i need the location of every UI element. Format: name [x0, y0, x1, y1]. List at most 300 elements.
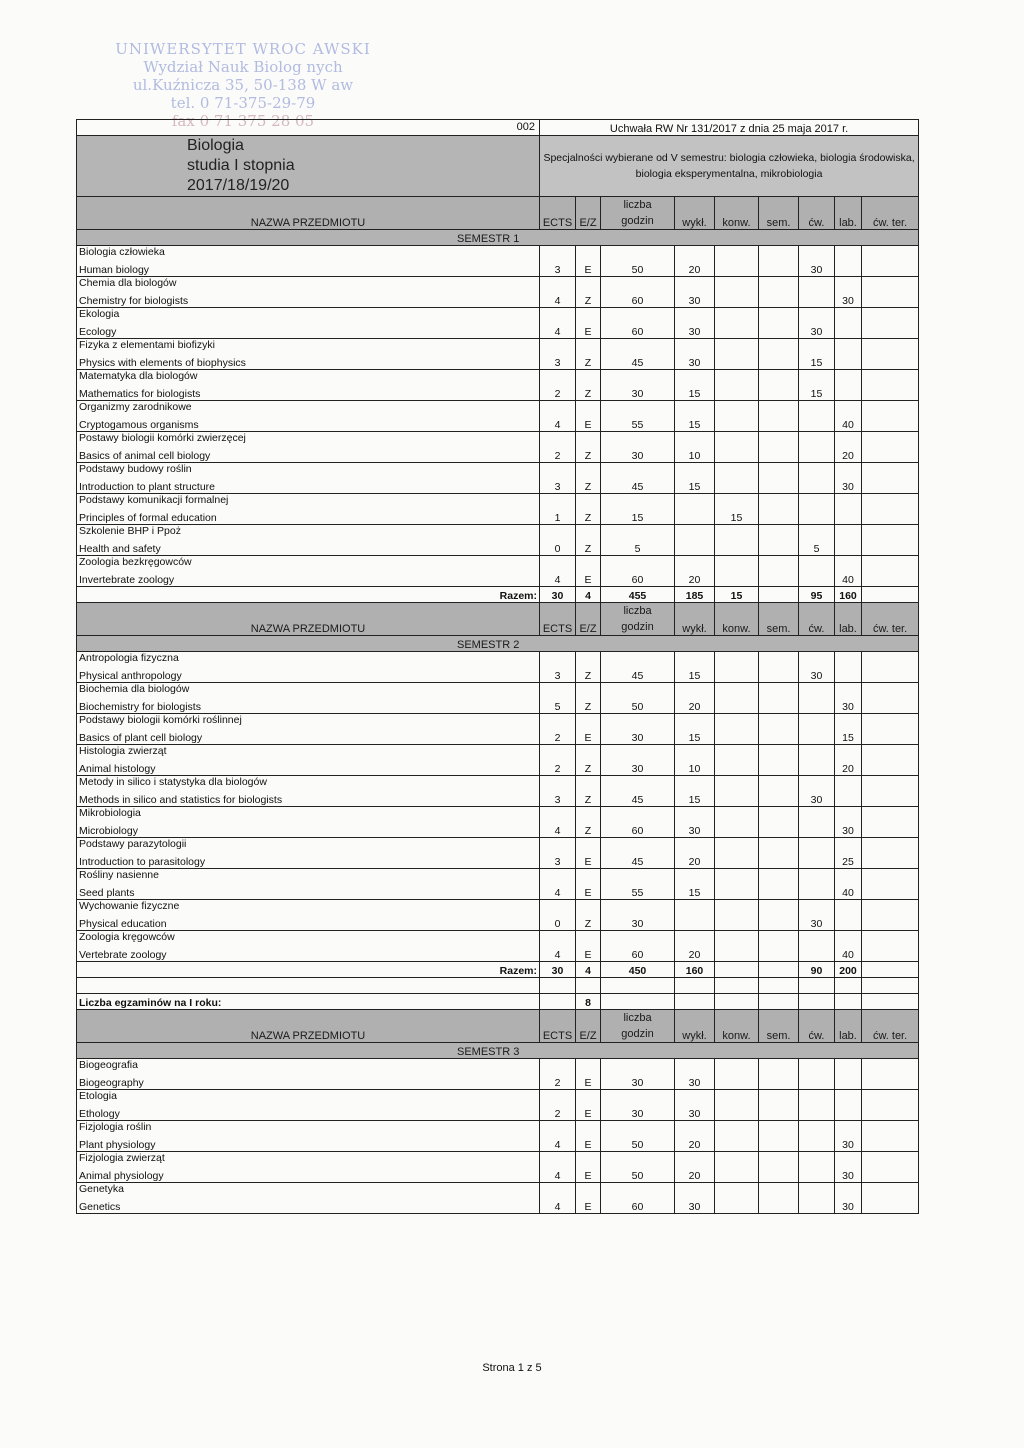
subject-konw	[715, 1090, 759, 1121]
subject-konw	[715, 1059, 759, 1090]
subject-cwter	[862, 1152, 919, 1183]
subject-cwter	[862, 714, 919, 745]
subject-konw	[715, 900, 759, 931]
total-sem	[759, 962, 799, 978]
subject-sem	[759, 683, 799, 714]
subject-name-en: Animal histology	[77, 760, 540, 776]
semester-label: SEMESTR 2	[77, 636, 919, 652]
subject-name-en: Human biology	[77, 261, 540, 277]
program-title-title3: 2017/18/19/20	[187, 177, 290, 194]
blank-cell	[601, 994, 675, 1010]
subject-sem	[759, 931, 799, 962]
column-wykl-header: wykł.	[675, 603, 715, 636]
subject-name-pl: Mikrobiologia	[77, 807, 540, 823]
subject-row	[77, 1121, 919, 1137]
subject-name-pl: Zoologia kręgowców	[77, 931, 540, 947]
subject-hours: 60	[601, 308, 675, 339]
subject-lab: 30	[835, 1183, 862, 1214]
subject-wykl: 30	[675, 807, 715, 838]
subject-konw	[715, 246, 759, 277]
subject-lab	[835, 494, 862, 525]
total-wykl: 160	[675, 962, 715, 978]
subject-konw	[715, 931, 759, 962]
subject-hours: 60	[601, 556, 675, 587]
subject-hours: 55	[601, 869, 675, 900]
subject-ects: 4	[540, 1121, 576, 1152]
subject-ez: Z	[576, 339, 601, 370]
total-konw	[715, 962, 759, 978]
subject-row	[77, 652, 919, 668]
subject-row	[77, 308, 919, 324]
column-header-row	[77, 197, 919, 230]
subject-hours: 45	[601, 339, 675, 370]
column-wykl-header: wykł.	[675, 197, 715, 230]
blank-cell	[799, 978, 835, 994]
subject-name-pl: Biogeografia	[77, 1059, 540, 1075]
subject-ects: 3	[540, 652, 576, 683]
subject-konw	[715, 463, 759, 494]
subject-name-en: Basics of animal cell biology	[77, 447, 540, 463]
subject-row	[77, 401, 919, 417]
subject-sem	[759, 370, 799, 401]
subject-lab	[835, 339, 862, 370]
blank-cell	[835, 994, 862, 1010]
subject-hours: 15	[601, 494, 675, 525]
total-lab: 200	[835, 962, 862, 978]
subject-wykl: 20	[675, 556, 715, 587]
subject-hours: 45	[601, 652, 675, 683]
subject-ez: E	[576, 1121, 601, 1152]
subject-cw	[799, 1121, 835, 1152]
subject-cw: 15	[799, 339, 835, 370]
subject-name-en: Biogeography	[77, 1074, 540, 1090]
subject-lab: 40	[835, 556, 862, 587]
subject-row	[77, 807, 919, 823]
subject-name-pl: Organizmy zarodnikowe	[77, 401, 540, 417]
subject-hours: 50	[601, 246, 675, 277]
subject-cwter	[862, 246, 919, 277]
blank-cell	[799, 994, 835, 1010]
subject-name-en: Mathematics for biologists	[77, 385, 540, 401]
column-ez-header: E/Z	[576, 197, 601, 230]
subject-cw: 15	[799, 370, 835, 401]
subject-hours: 60	[601, 931, 675, 962]
subject-ects: 4	[540, 931, 576, 962]
subject-konw	[715, 1183, 759, 1214]
subject-hours: 30	[601, 1059, 675, 1090]
subject-cwter	[862, 556, 919, 587]
subject-ects: 2	[540, 1059, 576, 1090]
subject-ez: E	[576, 1152, 601, 1183]
subject-wykl: 20	[675, 1152, 715, 1183]
column-ez-header: E/Z	[576, 1010, 601, 1043]
subject-cwter	[862, 525, 919, 556]
exams-row	[77, 994, 919, 1010]
subject-hours: 50	[601, 683, 675, 714]
subject-row	[77, 1183, 919, 1199]
subject-cw	[799, 277, 835, 308]
subject-cwter	[862, 370, 919, 401]
subject-wykl	[675, 525, 715, 556]
subject-hours: 30	[601, 1090, 675, 1121]
subject-ez: E	[576, 1059, 601, 1090]
subject-ez: Z	[576, 807, 601, 838]
subject-ez: Z	[576, 683, 601, 714]
semester-label: SEMESTR 1	[77, 230, 919, 246]
semester-row	[77, 230, 919, 246]
subject-name-en: Chemistry for biologists	[77, 292, 540, 308]
subject-name-en: Physical education	[77, 915, 540, 931]
subject-cwter	[862, 1121, 919, 1152]
subject-ez: E	[576, 401, 601, 432]
subject-cwter	[862, 277, 919, 308]
subject-cw	[799, 432, 835, 463]
subject-sem	[759, 1090, 799, 1121]
subject-row	[77, 432, 919, 448]
subject-ects: 4	[540, 807, 576, 838]
subject-ez: Z	[576, 745, 601, 776]
subject-name-en: Physics with elements of biophysics	[77, 354, 540, 370]
subject-hours: 30	[601, 370, 675, 401]
subject-row	[77, 714, 919, 730]
exams-value: 8	[576, 994, 601, 1010]
subject-cwter	[862, 463, 919, 494]
subject-lab: 25	[835, 838, 862, 869]
subject-cwter	[862, 1183, 919, 1214]
subject-ects: 3	[540, 776, 576, 807]
column-hours-hours2: godzin	[621, 621, 654, 633]
blank-cell	[77, 978, 540, 994]
column-cwter-header: ćw. ter.	[862, 197, 919, 230]
subject-lab	[835, 525, 862, 556]
subject-row	[77, 246, 919, 262]
subject-cwter	[862, 494, 919, 525]
subject-lab: 40	[835, 931, 862, 962]
subject-wykl	[675, 900, 715, 931]
subject-name-en: Introduction to plant structure	[77, 478, 540, 494]
subject-lab	[835, 900, 862, 931]
column-header-row	[77, 603, 919, 636]
subject-name-en: Genetics	[77, 1198, 540, 1214]
subject-lab: 20	[835, 745, 862, 776]
subject-lab: 30	[835, 277, 862, 308]
total-sem	[759, 587, 799, 603]
column-hours-hours1: liczba	[623, 605, 652, 617]
subject-sem	[759, 869, 799, 900]
subject-row	[77, 745, 919, 761]
header-spacer	[77, 120, 540, 136]
column-cwter-header: ćw. ter.	[862, 603, 919, 636]
subject-ects: 3	[540, 463, 576, 494]
column-cw-header: ćw.	[799, 197, 835, 230]
subject-hours: 30	[601, 432, 675, 463]
subject-cwter	[862, 1059, 919, 1090]
subject-sem	[759, 339, 799, 370]
total-ez: 4	[576, 962, 601, 978]
column-hours-header	[601, 1010, 675, 1043]
subject-ects: 5	[540, 683, 576, 714]
column-hours-hours1: liczba	[623, 1012, 652, 1024]
subject-name-pl: Biochemia dla biologów	[77, 683, 540, 699]
total-ects: 30	[540, 962, 576, 978]
blank-cell	[862, 978, 919, 994]
subject-lab	[835, 308, 862, 339]
resolution-text: Uchwała RW Nr 131/2017 z dnia 25 maja 2017 r.	[540, 120, 919, 136]
subject-ez: E	[576, 556, 601, 587]
total-konw: 15	[715, 587, 759, 603]
subject-ects: 4	[540, 401, 576, 432]
total-ects: 30	[540, 587, 576, 603]
total-hours: 450	[601, 962, 675, 978]
subject-lab	[835, 246, 862, 277]
subject-wykl: 15	[675, 652, 715, 683]
subject-ects: 2	[540, 745, 576, 776]
subject-row	[77, 683, 919, 699]
subject-hours: 30	[601, 714, 675, 745]
subject-name-en: Ecology	[77, 323, 540, 339]
subject-cw	[799, 1090, 835, 1121]
total-label: Razem:	[77, 587, 540, 603]
subject-name-en: Physical anthropology	[77, 667, 540, 683]
subject-cw	[799, 1183, 835, 1214]
subject-name-pl: Histologia zwierząt	[77, 745, 540, 761]
subject-cw	[799, 556, 835, 587]
subject-lab: 20	[835, 432, 862, 463]
subject-name-pl: Etologia	[77, 1090, 540, 1106]
subject-sem	[759, 308, 799, 339]
subject-cw: 5	[799, 525, 835, 556]
subject-row	[77, 370, 919, 386]
subject-ez: Z	[576, 432, 601, 463]
subject-hours: 50	[601, 1121, 675, 1152]
column-wykl-header: wykł.	[675, 1010, 715, 1043]
column-konw-header: konw.	[715, 197, 759, 230]
subject-sem	[759, 652, 799, 683]
subject-cwter	[862, 807, 919, 838]
column-name-header: NAZWA PRZEDMIOTU	[77, 603, 540, 636]
column-cw-header: ćw.	[799, 603, 835, 636]
subject-name-en: Animal physiology	[77, 1167, 540, 1183]
subject-konw	[715, 807, 759, 838]
subject-konw	[715, 1121, 759, 1152]
subject-hours: 60	[601, 807, 675, 838]
blank-row	[77, 978, 919, 994]
column-hours-hours1: liczba	[623, 199, 652, 211]
subject-sem	[759, 525, 799, 556]
subject-sem	[759, 494, 799, 525]
subject-konw	[715, 776, 759, 807]
subject-row	[77, 900, 919, 916]
subject-row	[77, 277, 919, 293]
column-hours-hours2: godzin	[621, 1028, 654, 1040]
document-code: 002	[516, 121, 535, 133]
subject-konw	[715, 714, 759, 745]
subject-name-en: Plant physiology	[77, 1136, 540, 1152]
subject-sem	[759, 1121, 799, 1152]
subject-sem	[759, 463, 799, 494]
subject-name-pl: Wychowanie fizyczne	[77, 900, 540, 916]
blank-cell	[601, 978, 675, 994]
program-title-title1: Biologia	[187, 137, 244, 154]
subject-cwter	[862, 1090, 919, 1121]
subject-ez: E	[576, 869, 601, 900]
subject-name-en: Cryptogamous organisms	[77, 416, 540, 432]
subject-wykl: 15	[675, 401, 715, 432]
total-hours: 455	[601, 587, 675, 603]
subject-cwter	[862, 308, 919, 339]
subject-row	[77, 1152, 919, 1168]
column-hours-header	[601, 603, 675, 636]
subject-name-pl: Antropologia fizyczna	[77, 652, 540, 668]
subject-cw	[799, 714, 835, 745]
column-cw-header: ćw.	[799, 1010, 835, 1043]
subject-wykl: 30	[675, 1090, 715, 1121]
subject-lab	[835, 1090, 862, 1121]
total-ez: 4	[576, 587, 601, 603]
subject-konw	[715, 556, 759, 587]
subject-cwter	[862, 652, 919, 683]
total-cwter	[862, 962, 919, 978]
column-header-row	[77, 1010, 919, 1043]
subject-sem	[759, 246, 799, 277]
subject-name-pl: Metody in silico i statystyka dla biologów	[77, 776, 540, 792]
subject-wykl: 20	[675, 931, 715, 962]
column-sem-header: sem.	[759, 197, 799, 230]
subject-name-pl: Fizjologia zwierząt	[77, 1152, 540, 1168]
subject-name-en: Principles of formal education	[77, 509, 540, 525]
column-name-header: NAZWA PRZEDMIOTU	[77, 197, 540, 230]
subject-name-en: Introduction to parasitology	[77, 853, 540, 869]
subject-hours: 45	[601, 838, 675, 869]
subject-wykl: 20	[675, 683, 715, 714]
exams-label: Liczba egzaminów na I roku:	[77, 994, 540, 1010]
subject-ez: Z	[576, 277, 601, 308]
subject-name-pl: Szkolenie BHP i Ppoż	[77, 525, 540, 541]
subject-cw: 30	[799, 308, 835, 339]
subject-name-pl: Zoologia bezkręgowców	[77, 556, 540, 572]
subject-wykl: 30	[675, 277, 715, 308]
subject-hours: 5	[601, 525, 675, 556]
subject-row	[77, 931, 919, 947]
subject-lab: 30	[835, 463, 862, 494]
subject-wykl: 20	[675, 1121, 715, 1152]
subject-ez: E	[576, 308, 601, 339]
subject-name-pl: Fizjologia roślin	[77, 1121, 540, 1137]
subject-name-pl: Podstawy budowy roślin	[77, 463, 540, 479]
subject-ez: Z	[576, 900, 601, 931]
subject-name-pl: Biologia człowieka	[77, 246, 540, 262]
subject-konw	[715, 1152, 759, 1183]
subject-hours: 55	[601, 401, 675, 432]
subject-konw	[715, 869, 759, 900]
subject-lab: 30	[835, 1121, 862, 1152]
subject-ects: 1	[540, 494, 576, 525]
subject-wykl: 15	[675, 776, 715, 807]
column-ects-header: ECTS	[540, 1010, 576, 1043]
subject-cwter	[862, 432, 919, 463]
subject-konw	[715, 370, 759, 401]
subject-cw	[799, 931, 835, 962]
subject-wykl: 15	[675, 714, 715, 745]
subject-konw	[715, 683, 759, 714]
subject-sem	[759, 838, 799, 869]
subject-cw	[799, 869, 835, 900]
subject-name-pl: Fizyka z elementami biofizyki	[77, 339, 540, 355]
total-lab: 160	[835, 587, 862, 603]
semester-row	[77, 636, 919, 652]
subject-name-en: Seed plants	[77, 884, 540, 900]
subject-lab	[835, 776, 862, 807]
subject-sem	[759, 432, 799, 463]
subject-ez: Z	[576, 370, 601, 401]
subject-row	[77, 1090, 919, 1106]
subject-ects: 4	[540, 556, 576, 587]
subject-wykl: 30	[675, 308, 715, 339]
subject-ects: 3	[540, 838, 576, 869]
total-cwter	[862, 587, 919, 603]
subject-name-en: Invertebrate zoology	[77, 571, 540, 587]
subject-ez: Z	[576, 463, 601, 494]
subject-hours: 30	[601, 745, 675, 776]
total-wykl: 185	[675, 587, 715, 603]
header-row	[77, 120, 919, 136]
subject-ez: Z	[576, 525, 601, 556]
subject-wykl: 20	[675, 246, 715, 277]
specializations-text: Specjalności wybierane od V semestru: biologia człowieka, biologia środowiska, biologia eksperymentalna, mikrobiologia	[540, 136, 919, 197]
subject-konw	[715, 745, 759, 776]
curriculum-table	[76, 119, 919, 1214]
subject-name-en: Methods in silico and statistics for biologists	[77, 791, 540, 807]
subject-wykl: 30	[675, 339, 715, 370]
subject-lab	[835, 370, 862, 401]
subject-ects: 4	[540, 277, 576, 308]
subject-sem	[759, 900, 799, 931]
subject-ects: 0	[540, 900, 576, 931]
subject-wykl: 20	[675, 838, 715, 869]
subject-ects: 3	[540, 339, 576, 370]
subject-name-en: Vertebrate zoology	[77, 946, 540, 962]
subject-hours: 50	[601, 1152, 675, 1183]
subject-cwter	[862, 776, 919, 807]
subject-row	[77, 1059, 919, 1075]
column-konw-header: konw.	[715, 603, 759, 636]
exams-spacer	[540, 994, 576, 1010]
subject-ez: E	[576, 931, 601, 962]
program-title-row	[77, 136, 919, 197]
subject-name-pl: Podstawy komunikacji formalnej	[77, 494, 540, 510]
subject-sem	[759, 776, 799, 807]
subject-hours: 45	[601, 463, 675, 494]
subject-sem	[759, 401, 799, 432]
subject-lab: 40	[835, 869, 862, 900]
subject-sem	[759, 807, 799, 838]
subject-wykl: 15	[675, 370, 715, 401]
subject-name-pl: Matematyka dla biologów	[77, 370, 540, 386]
column-sem-header: sem.	[759, 1010, 799, 1043]
subject-sem	[759, 556, 799, 587]
subject-name-pl: Chemia dla biologów	[77, 277, 540, 293]
column-hours-header	[601, 197, 675, 230]
column-ects-header: ECTS	[540, 197, 576, 230]
subject-ects: 4	[540, 308, 576, 339]
subject-cwter	[862, 745, 919, 776]
subject-name-pl: Genetyka	[77, 1183, 540, 1199]
blank-cell	[759, 978, 799, 994]
subject-ects: 4	[540, 1183, 576, 1214]
subject-cw	[799, 494, 835, 525]
subject-ects: 2	[540, 432, 576, 463]
subject-lab: 40	[835, 401, 862, 432]
